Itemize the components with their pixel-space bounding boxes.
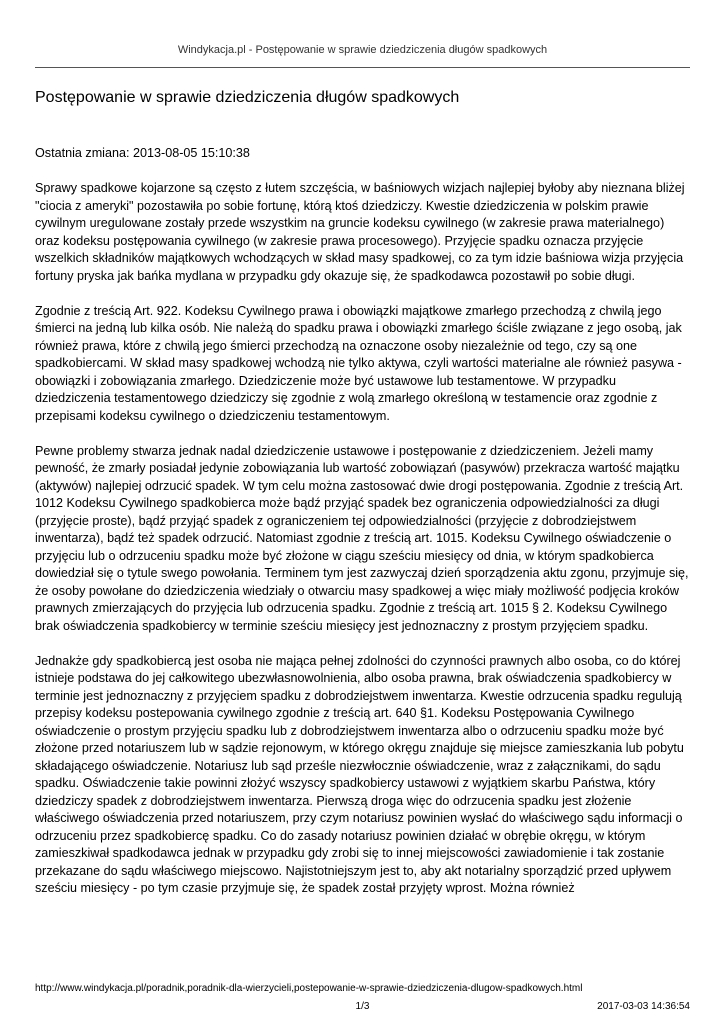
header-divider bbox=[35, 67, 690, 68]
article-body bbox=[35, 145, 690, 898]
paragraph-4: Jednakże gdy spadkobiercą jest osoba nie mająca pełnej zdolności do czynności prawnych albo osoba, co do której istnieje podstawa do jej całkowitego ubezwłasnowolnienia, albo osoba prawna, brak oświadczenia spadkobiercy w terminie jest jednoznaczny z przyjęciem spadku z dobrodziejstwem inwentarza. Kwestie odrzucenia spadku regulują przepisy kodeksu postepowania cywilnego zgodnie z treścią art. 640 §1. Kodeksu Postępowania Cywilnego oświadczenie o prostym przyjęciu spadku lub z dobrodziejstwem inwentarza albo o odrzuceniu spadku może być złożone przed notariuszem lub w sądzie rejonowym, w którego okręgu znajduje się miejsce zamieszkania lub pobytu składającego oświadczenie. Notariusz lub sąd prześle niezwłocznie oświadczenie, wraz z załącznikami, do sądu spadku. Oświadczenie takie powinni złożyć wszyscy spadkobiercy ustawowi z wyjątkiem skarbu Państwa, który dziedziczy spadek z dobrodziejstwem inwentarza. Pierwszą droga więc do odrzucenia spadku jest złożenie właściwego oświadczenia przed notariuszem, przy czym notariusz powinien wysłać do właściwego sądu informacji o odrzuceniu przez spadkobiercę spadku. Co do zasady notariusz powinien działać w obrębie okręgu, w którym zamieszkiwał spadkodawca jednak w przypadku gdy zrobi się to innej miejscowości zawiadomienie i tak zostanie przekazane do sądu właściwego miejscowo. Najistotniejszym jest to, aby akt notarialny sporządzić przed upływem sześciu miesięcy - po tym czasie przyjmuje się, że spadek został przyjęty wprost. Można również bbox=[35, 653, 684, 895]
paragraph-3: Pewne problemy stwarza jednak nadal dziedziczenie ustawowe i postępowanie z dziedziczeniem. Jeżeli mamy pewność, że zmarły posiadał jedynie zobowiązania lub wartość zobowiązań (pasywów) przekracza wartość majątku (aktywów) najlepiej odrzucić spadek. W tym celu można zastosować dwie drogi postępowania. Zgodnie z treścią Art. 1012 Kodeksu Cywilnego spadkobierca może bądź przyjąć spadek bez ograniczenia odpowiedzialności za długi (przyjęcie proste), bądź przyjąć spadek z ograniczeniem tej odpowiedzialności (przyjęcie z dobrodziejstwem inwentarza), bądź też spadek odrzucić. Natomiast zgodnie z treścią art. 1015. Kodeksu Cywilnego oświadczenie o przyjęciu lub o odrzuceniu spadku może być złożone w ciągu sześciu miesięcy od dnia, w którym spadkobierca dowiedział się o tytule swego powołania. Terminem tym jest zazwyczaj dzień sporządzenia aktu zgonu, przyjmuje się, że osoby powołane do dziedziczenia wiedziały o otwarciu masy spadkowej a więc miały możliwość podjęcia kroków prawnych zmierzających do przyjęcia lub odrzucenia spadku. Zgodnie z treścią art. 1015 § 2. Kodeksu Cywilnego brak oświadczenia spadkobiercy w terminie sześciu miesięcy jest jednoznaczny z prostym przyjęciem spadku. bbox=[35, 443, 689, 633]
last-modified: Ostatnia zmiana: 2013-08-05 15:10:38 bbox=[35, 146, 250, 160]
paragraph-1: Sprawy spadkowe kojarzone są często z łutem szczęścia, w baśniowych wizjach najlepiej byłoby aby nieznana bliżej "ciocia z ameryki" pozostawiła po sobie fortunę, którą ktoś dziedziczy. Kwestie dziedziczenia w polskim prawie cywilnym uregulowane zostały przede wszystkim na gruncie kodeksu cywilnego (w zakresie prawa materialnego) oraz kodeksu postępowania cywilnego (w zakresie prawa procesowego). Przyjęcie spadku oznacza przyjęcie wszelkich składników majątkowych wchodzących w skład masy spadkowej, co za tym idzie baśniowa wizja przyjęcia fortuny pryska jak bańka mydlana w przypadku gdy okazuje się, że spadkodawca pozostawił po sobie długi. bbox=[35, 181, 685, 283]
page-number: 1/3 bbox=[355, 1001, 370, 1012]
print-date: 2017-03-03 14:36:54 bbox=[597, 1001, 690, 1012]
page-title: Postępowanie w sprawie dziedziczenia długów spadkowych bbox=[35, 89, 460, 106]
paragraph-2: Zgodnie z treścią Art. 922. Kodeksu Cywilnego prawa i obowiązki majątkowe zmarłego przechodzą z chwilą jego śmierci na jedną lub kilka osób. Nie należą do spadku prawa i obowiązki zmarłego ściśle związane z jego osobą, jak również prawa, które z chwilą jego śmierci przechodzą na oznaczone osoby niezależnie od tego, czy są one spadkobiercami. W skład masy spadkowej wchodzą nie tylko aktywa, czyli wartości materialne ale również pasywa - obowiązki i zobowiązania zmarłego. Dziedziczenie może być ustawowe lub testamentowe. W przypadku dziedziczenia testamentowego dziedziczy się zgodnie z wolą zmarłego określoną w testamencie oraz zgodnie z przepisami kodeksu cywilnego o dziedziczeniu testamentowym. bbox=[35, 303, 682, 423]
running-header: Windykacja.pl - Postępowanie w sprawie dziedziczenia długów spadkowych bbox=[177, 44, 548, 56]
footer-url: http://www.windykacja.pl/poradnik,poradnik-dla-wierzycieli,postepowanie-w-sprawie-dziedziczenia-dlugow-spadkowych.html bbox=[35, 983, 583, 994]
